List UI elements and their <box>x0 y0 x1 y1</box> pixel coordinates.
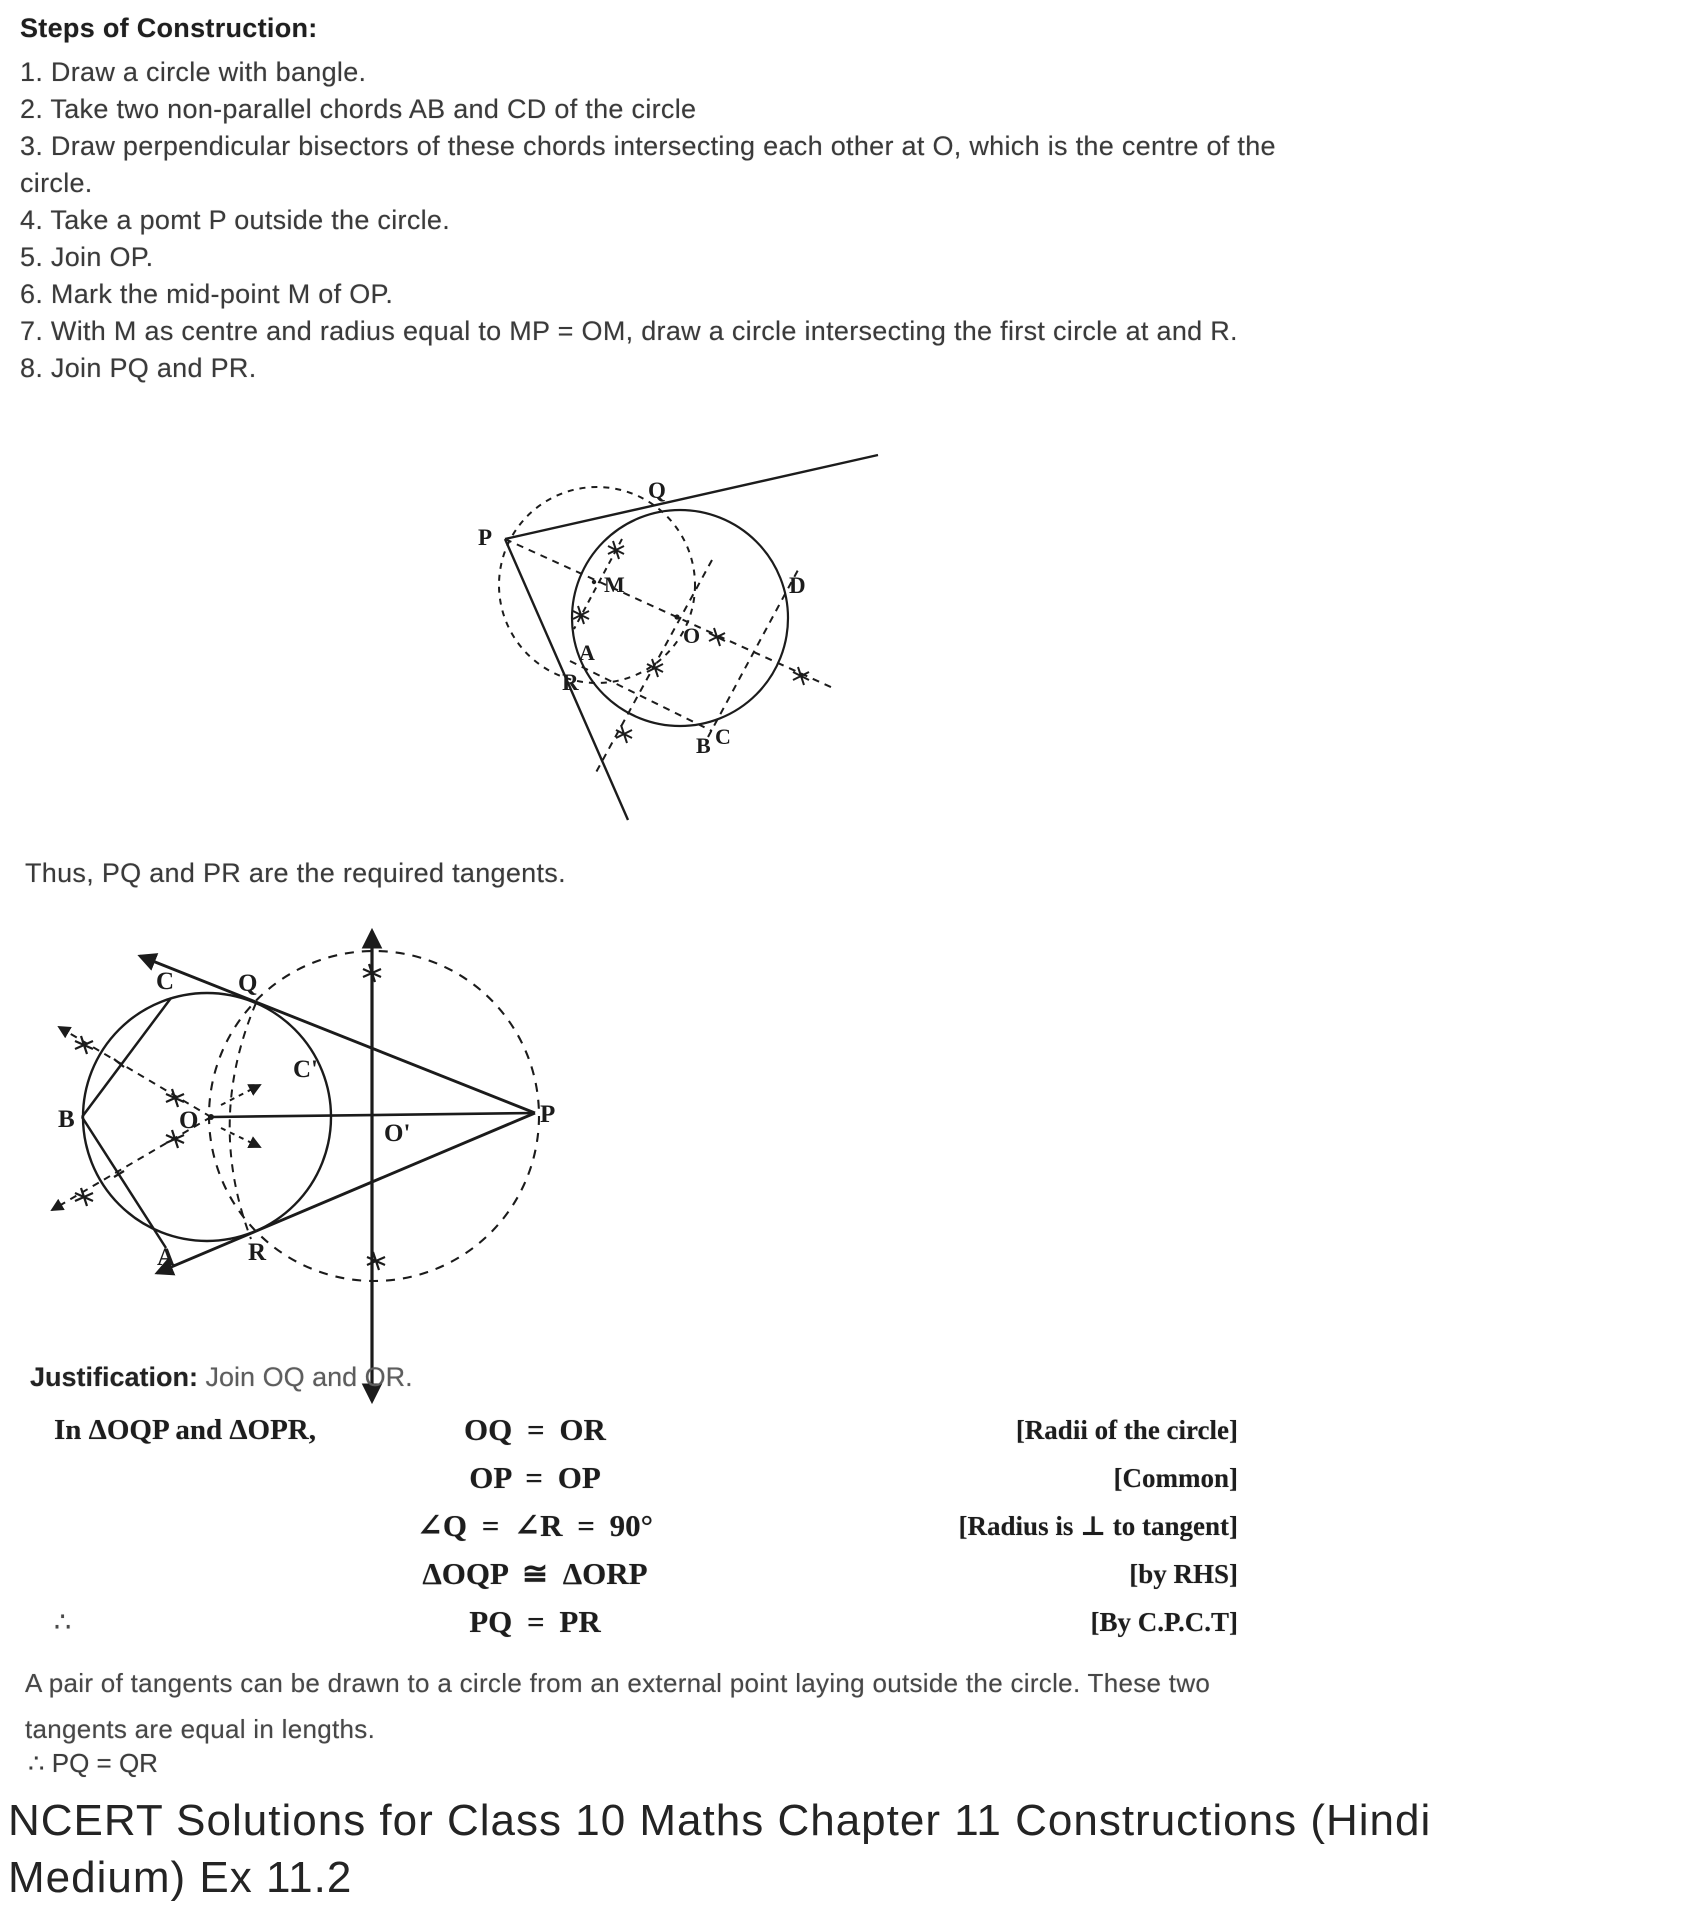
justification-text: Join OQ and OR. <box>205 1362 413 1392</box>
label-R: R <box>248 1239 267 1266</box>
point-O-dot <box>208 1114 214 1120</box>
proof-reason: [Radii of the circle] <box>1015 1414 1238 1445</box>
point-M-dot <box>592 580 596 584</box>
construction-diagram-1 <box>400 392 900 844</box>
tangent-line-PQ <box>505 455 878 539</box>
step-line: 2. Take two non-parallel chords AB and CD of the circle <box>20 94 697 124</box>
proof-equation: OP = OP <box>469 1460 601 1495</box>
step-line: 4. Take a pomt P outside the circle. <box>20 205 451 235</box>
proof-equation: ΔOQP ≅ ΔORP <box>422 1556 648 1591</box>
proof-intro: In ΔOQP and ΔOPR, <box>54 1413 316 1446</box>
arc-tick-mark <box>573 606 589 624</box>
conclusion-line: A pair of tangents can be drawn to a circle from an external point laying outside the circle. These two <box>25 1668 1211 1698</box>
arc-tick-mark <box>608 541 624 559</box>
label-R: R <box>562 670 579 695</box>
label-A: A <box>579 640 595 665</box>
conclusion-paragraph <box>25 1660 1210 1752</box>
justification-label: Justification: <box>30 1362 199 1392</box>
thus-statement: Thus, PQ and PR are the required tangents. <box>25 858 566 888</box>
label-C-prime: C' <box>293 1056 318 1083</box>
proof-reason: [By C.P.C.T] <box>1090 1606 1238 1637</box>
proof-row <box>50 1598 1242 1646</box>
page-footer-title <box>8 1792 1431 1906</box>
footer-title-line: Medium) Ex 11.2 <box>8 1853 353 1902</box>
chord-CD <box>708 570 798 737</box>
label-P: P <box>540 1101 556 1128</box>
label-Q: Q <box>648 478 666 503</box>
label-M: M <box>604 572 625 597</box>
dashed-line-PO <box>505 539 833 688</box>
label-P: P <box>478 525 493 550</box>
step-line: 3. Draw perpendicular bisectors of these chords intersecting each other at O, which is the centre of the <box>20 131 1276 161</box>
step-line: circle. <box>20 168 93 198</box>
steps-of-construction <box>20 12 1276 387</box>
footer-title-line: NCERT Solutions for Class 10 Maths Chapter 11 Constructions (Hindi <box>8 1796 1432 1845</box>
proof-row <box>50 1406 1242 1454</box>
tangent-line-PR <box>157 1113 535 1273</box>
dashed-arrow-upper-right <box>221 1085 260 1105</box>
step-line: 8. Join PQ and PR. <box>20 353 257 383</box>
therefore-symbol: ∴ <box>54 1606 72 1637</box>
dashed-circle-centre-M <box>499 487 695 683</box>
point-O-dot <box>674 614 679 619</box>
construction-diagram-2 <box>10 915 580 1415</box>
proof-reason: [Radius is ⊥ to tangent] <box>958 1510 1238 1541</box>
proof-reason: [Common] <box>1113 1462 1238 1493</box>
label-O: O <box>179 1107 199 1134</box>
chord-CB <box>82 998 171 1117</box>
proof-equation: ∠Q = ∠R = 90° <box>416 1508 654 1543</box>
label-O-prime: O' <box>384 1120 411 1147</box>
step-line: 7. With M as centre and radius equal to MP = OM, draw a circle intersecting the first circle at and R. <box>20 316 1238 346</box>
label-B: B <box>696 733 711 758</box>
conclusion-result: ∴ PQ = QR <box>28 1748 158 1778</box>
arc-tick-mark <box>166 1089 184 1107</box>
label-A: A <box>157 1244 176 1271</box>
proof-reason: [by RHS] <box>1129 1558 1238 1589</box>
chord-AB <box>570 661 712 731</box>
proof-table <box>50 1406 1242 1646</box>
label-O: O <box>683 623 701 648</box>
arc-tick-mark <box>367 1252 385 1270</box>
label-C: C <box>156 968 175 995</box>
proof-equation: PQ = PR <box>469 1604 601 1639</box>
proof-equation: OQ = OR <box>464 1412 606 1447</box>
proof-row <box>50 1502 1242 1550</box>
label-Q: Q <box>238 970 258 997</box>
tangent-line-PQ <box>140 956 535 1113</box>
step-line: 1. Draw a circle with bangle. <box>20 57 367 87</box>
steps-heading: Steps of Construction: <box>20 13 318 43</box>
step-line: 6. Mark the mid-point M of OP. <box>20 279 394 309</box>
label-B: B <box>58 1106 75 1133</box>
conclusion-line: tangents are equal in lengths. <box>25 1714 376 1744</box>
dashed-arrow-lower-right <box>221 1128 260 1147</box>
chord-BA <box>82 1117 166 1248</box>
arc-tick-mark <box>616 725 632 743</box>
step-line: 5. Join OP. <box>20 242 154 272</box>
arc-tick-mark <box>75 1036 93 1054</box>
proof-row <box>50 1454 1242 1502</box>
justification-line <box>30 1362 413 1393</box>
proof-row <box>50 1550 1242 1598</box>
label-C: C <box>715 724 731 749</box>
label-D: D <box>789 573 806 598</box>
